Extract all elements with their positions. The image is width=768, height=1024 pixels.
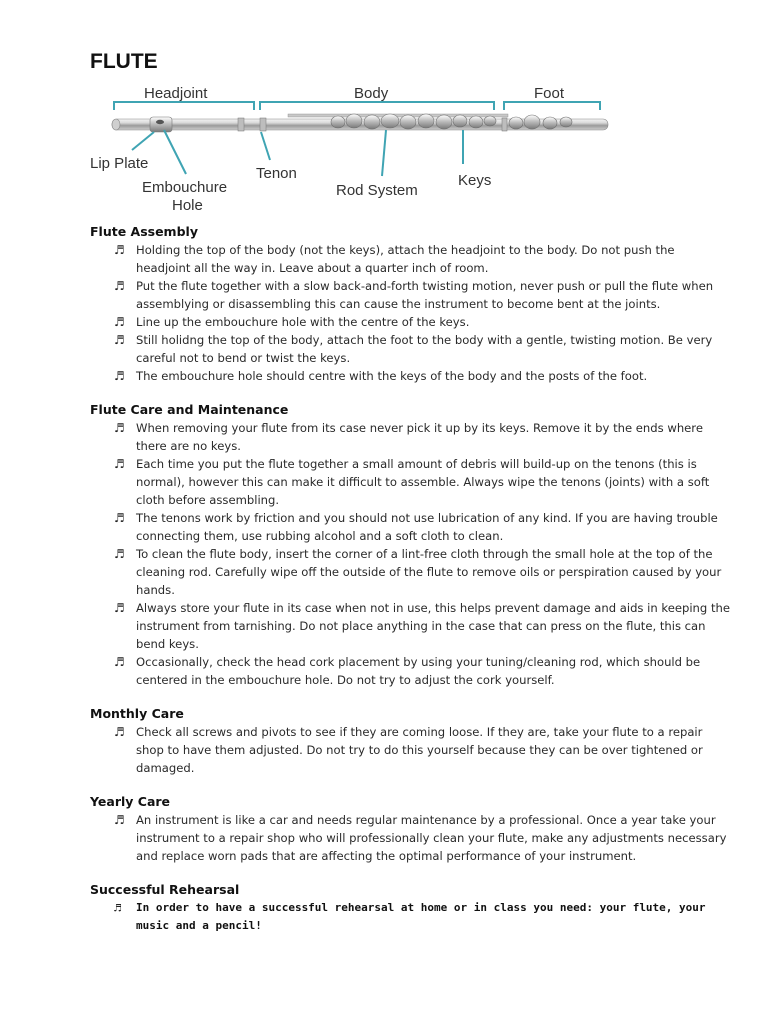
section-heading: Yearly Care <box>90 794 171 809</box>
music-note-icon: ♬ <box>114 547 125 561</box>
list-item-text: The tenons work by friction and you should not use lubrication of any kind. If you are having trouble connecting them, use rubbing alcohol and a soft cloth to clean. <box>136 511 718 543</box>
list-item <box>114 599 730 653</box>
list-item-text: Line up the embouchure hole with the centre of the keys. <box>136 315 470 329</box>
embouchure-label-line1: Embouchure <box>142 179 228 196</box>
list-item-text: Holding the top of the body (not the keys), attach the headjoint to the body. Do not push the headjoint all the way in. Leave about a quarter inch of room. <box>136 243 675 275</box>
list-item <box>114 241 730 277</box>
music-note-icon: ♬ <box>114 601 125 615</box>
music-note-icon: ♬ <box>114 421 125 435</box>
list-item-text: Put the flute together with a slow back-and-forth twisting motion, never push or pull the flute when assemblying or disassembling this can cause the instrument to become bent at the joints. <box>136 279 714 311</box>
tenon-pointer <box>261 132 270 160</box>
list-item-text: The embouchure hole should centre with the keys of the body and the posts of the foot. <box>136 369 648 383</box>
list-item-text: Occasionally, check the head cork placement by using your tuning/cleaning rod, which should be centered in the embouchure hole. Do not try to adjust the cork yourself. <box>136 655 701 687</box>
section-flute-care <box>90 402 730 689</box>
flute-diagram-svg <box>88 78 648 218</box>
list-item <box>114 723 730 777</box>
list-item-text: Still holidng the top of the body, attach the foot to the body with a gentle, twisting motion. Be very careful not to bend or twist the keys. <box>136 333 713 365</box>
section-brackets <box>114 102 600 110</box>
tenon-ring <box>260 118 266 131</box>
music-note-icon: ♬ <box>114 813 125 827</box>
music-note-icon: ♬ <box>114 243 125 257</box>
lip-plate-pointer <box>132 132 154 150</box>
list-item-text: To clean the flute body, insert the corner of a lint-free cloth through the small hole at the top of the cleaning rod. Carefully wipe off the outside of the flute to remove oils or perspiration caused by your hands. <box>136 547 722 597</box>
keys-label: Keys <box>458 172 492 189</box>
section-heading: Flute Assembly <box>90 224 198 239</box>
section-flute-assembly <box>90 224 730 385</box>
bullet-list <box>90 419 730 689</box>
music-note-icon: ♬ <box>114 457 125 471</box>
music-note-icon: ♬ <box>114 725 125 739</box>
music-note-icon: ♬ <box>114 279 125 293</box>
list-item-text: Always store your flute in its case when not in use, this helps prevent damage and aids in keeping the instrument from tarnishing. Do not place anything in the case that can press on the flute, this can bend keys. <box>136 601 730 651</box>
lip-plate <box>150 117 172 132</box>
rod-system-pointer <box>382 130 386 176</box>
list-item <box>114 545 730 599</box>
music-note-icon: ♬ <box>114 655 125 669</box>
flute-diagram <box>88 78 648 218</box>
embouchure-label-line2: Hole <box>172 197 203 214</box>
crown-cap <box>112 119 120 130</box>
section-yearly-care <box>90 794 730 865</box>
bullet-list <box>90 723 730 777</box>
section-heading: Successful Rehearsal <box>90 882 240 897</box>
list-item <box>114 367 730 385</box>
list-item <box>114 277 730 313</box>
list-item <box>114 455 730 509</box>
music-note-icon: ♬ <box>114 369 125 383</box>
foot-bracket <box>504 102 600 110</box>
section-successful-rehearsal <box>90 882 730 935</box>
list-item-text: Check all screws and pivots to see if they are coming loose. If they are, take your flute to a repair shop to have them adjusted. Do not try to do this yourself because they can be over tightened or damaged. <box>136 725 703 775</box>
bullet-list <box>90 241 730 385</box>
list-item-text: An instrument is like a car and needs regular maintenance by a professional. Once a year take your instrument to a repair shop who will professionally clean your flute, make any adjustments necessary and replace worn pads that are affecting the optimal performance of your instrument. <box>136 813 727 863</box>
pointer-lines <box>132 130 463 176</box>
foot-label: Foot <box>534 85 565 102</box>
tenon-label: Tenon <box>256 165 297 182</box>
music-note-icon: ♬ <box>114 315 125 329</box>
document-content <box>90 224 730 952</box>
list-item <box>114 509 730 545</box>
section-monthly-care <box>90 706 730 777</box>
list-item <box>114 653 730 689</box>
embouchure-pointer <box>164 130 186 174</box>
music-note-icon: ♬ <box>114 511 125 525</box>
music-note-icon: ♬ <box>114 901 122 915</box>
list-item <box>114 899 730 935</box>
body-label: Body <box>354 85 389 102</box>
rod-system-label: Rod System <box>336 182 418 199</box>
lip-plate-label: Lip Plate <box>90 155 149 172</box>
list-item <box>114 313 730 331</box>
music-note-icon: ♬ <box>114 333 125 347</box>
list-item <box>114 419 730 455</box>
headjoint-label: Headjoint <box>144 85 208 102</box>
section-heading: Flute Care and Maintenance <box>90 402 289 417</box>
section-heading: Monthly Care <box>90 706 184 721</box>
body-bracket <box>260 102 494 110</box>
list-item-text: When removing your flute from its case never pick it up by its keys. Remove it by the ends where there are no keys. <box>136 421 703 453</box>
list-item <box>114 811 730 865</box>
list-item-text: Each time you put the flute together a small amount of debris will build-up on the tenons (this is normal), however this can make it difficult to assemble. Always wipe the tenons (joints) with a soft cloth before assembling. <box>136 457 710 507</box>
headjoint-bracket <box>114 102 254 110</box>
flute-illustration <box>112 114 608 132</box>
foot-ring <box>502 118 507 131</box>
list-item-text: In order to have a successful rehearsal at home or in class you need: your flute, your music and a pencil! <box>136 901 706 932</box>
bullet-list <box>90 811 730 865</box>
embouchure-hole <box>156 120 164 124</box>
list-item <box>114 331 730 367</box>
headjoint-ring <box>238 118 244 131</box>
bullet-list <box>90 899 730 935</box>
page-title: FLUTE <box>90 50 158 73</box>
